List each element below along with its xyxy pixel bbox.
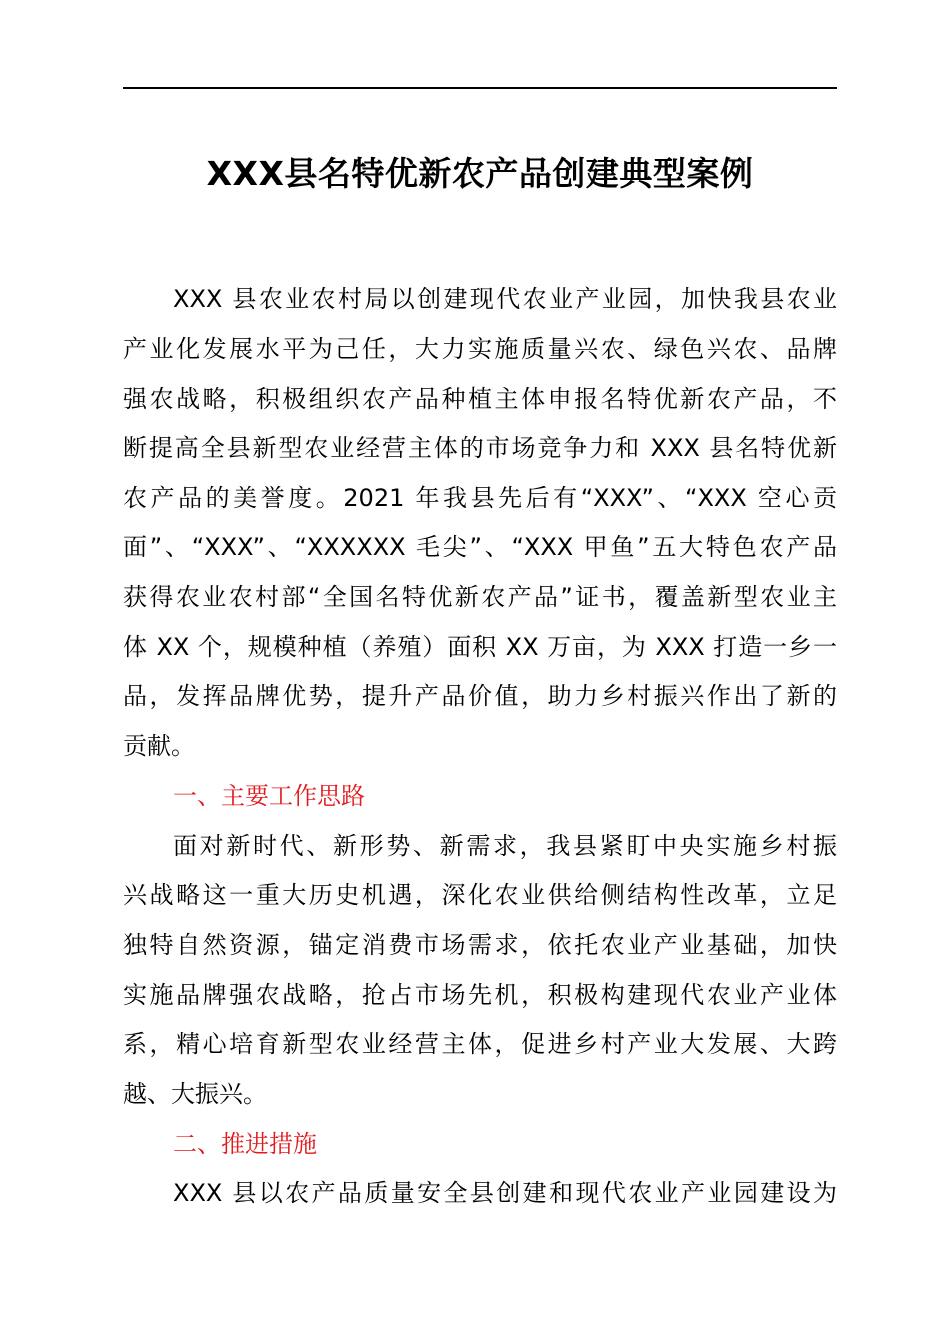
paragraph-1-line: 体 XX 个，规模种植（养殖）面积 XX 万亩，为 XXX 打造一乡一: [123, 633, 837, 661]
section-heading-2: 二、推进措施: [173, 1130, 317, 1158]
paragraph-1-line: 产业化发展水平为己任，大力实施质量兴农、绿色兴农、品牌: [123, 335, 837, 363]
paragraph-1-line: XXX 县农业农村局以创建现代农业产业园，加快我县农业: [173, 285, 837, 313]
section-heading-1: 一、主要工作思路: [173, 782, 365, 810]
paragraph-1-line: 获得农业农村部“全国名特优新农产品”证书，覆盖新型农业主: [123, 583, 837, 611]
paragraph-2-line: 独特自然资源，锚定消费市场需求，依托农业产业基础，加快: [123, 931, 837, 959]
paragraph-1-line: 强农战略，积极组织农产品种植主体申报名特优新农产品，不: [123, 385, 837, 413]
paragraph-2-line: 兴战略这一重大历史机遇，深化农业供给侧结构性改革，立足: [123, 881, 837, 909]
paragraph-1-line: 面”、“XXX”、“XXXXXX 毛尖”、“XXX 甲鱼”五大特色农产品: [123, 533, 837, 561]
paragraph-2-line: 面对新时代、新形势、新需求，我县紧盯中央实施乡村振: [173, 832, 837, 860]
paragraph-1-line: 断提高全县新型农业经营主体的市场竞争力和 XXX 县名特优新: [123, 434, 837, 462]
document-title: XXX县名特优新农产品创建典型案例: [206, 154, 754, 193]
paragraph-1-line: 品，发挥品牌优势，提升产品价值，助力乡村振兴作出了新的: [123, 682, 837, 710]
paragraph-1-line: 贡献。: [123, 732, 195, 760]
paragraph-1-line: 农产品的美誉度。2021 年我县先后有“XXX”、“XXX 空心贡: [123, 484, 837, 512]
paragraph-2-line: 实施品牌强农战略，抢占市场先机，积极构建现代农业产业体: [123, 981, 837, 1009]
paragraph-2-line: 越、大振兴。: [123, 1080, 267, 1108]
paragraph-2-line: 系，精心培育新型农业经营主体，促进乡村产业大发展、大跨: [123, 1030, 837, 1058]
header-rule: [123, 87, 837, 89]
paragraph-3-line: XXX 县以农产品质量安全县创建和现代农业产业园建设为: [173, 1179, 837, 1207]
